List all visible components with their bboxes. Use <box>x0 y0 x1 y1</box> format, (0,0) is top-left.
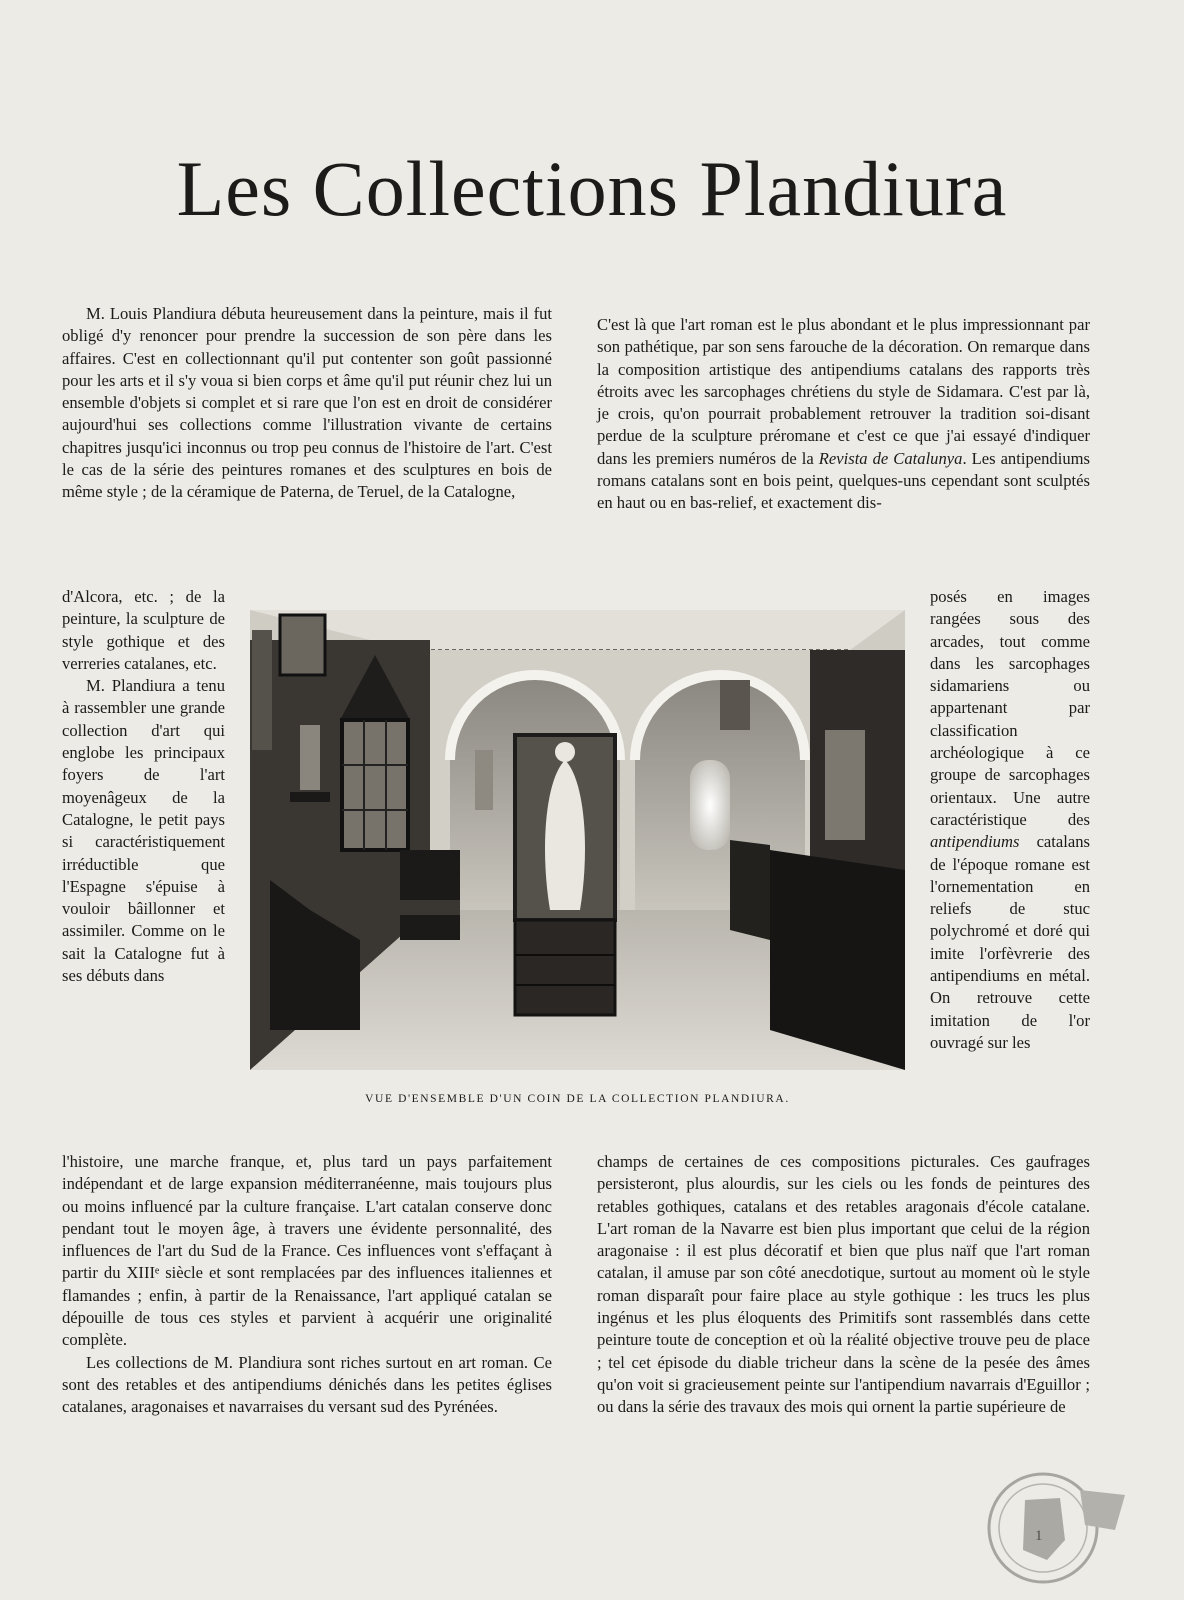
italic-term: antipendiums <box>930 832 1020 852</box>
col1-bottom-text <box>62 1151 552 1419</box>
col2-bottom-text <box>597 1151 1090 1419</box>
paragraph-intro: M. Louis Plandiura débuta heureusement dans la peinture, mais il fut obligé d'y renoncer pour prendre la succession de son père dans les affaires. C'est en collectionnant qu'il put contenter son goût passionné pour les arts et il s'y voua si bien corps et âme qu'il put réunir chez lui un ensemble d'objets si complet et si rare que l'on est en droit de considérer aujourd'hui ses collections comme l'illustration vivante de certains chapitres jusqu'ici inconnus ou trop peu connus de l'histoire de l'art. C'est le cas de la série des peintures romanes et des sculptures en bois de même style ; de la céramique de Paterna, de Teruel, de la Catalogne, <box>62 304 552 502</box>
paragraph-stucco: catalans de l'époque romane est l'ornementation en reliefs de stuc polychromé et doré qui imite l'orfèvrerie des antipendiums en métal. On retrouve cette imitation de l'or ouvragé sur les <box>930 832 1090 1052</box>
journal-title: Revista de Catalunya <box>818 448 963 468</box>
col1-top-text <box>62 303 552 504</box>
paragraph-roman-art: C'est là que l'art roman est le plus abondant et le plus impressionnant par son pathétique, par son sens farouche de la décoration. On remarque dans la composition artistique des antipendiums catalans des rapports très étroits avec les sarcophages chrétiens du style de Sidamara. C'est par là, je crois, qu'on pourrait probablement retrouver la tradition soi-disant perdue de la sculpture préromane et c'est ce que j'ai essayé d'indiquer dans les premiers numéros de la <box>597 315 1090 468</box>
paragraph-collections: Les collections de M. Plandiura sont riches surtout en art roman. Ce sont des retables et des antipendiums dénichés dans les petites églises catalanes, aragonaises et navarraises du versant sud des Pyrénées. <box>62 1352 552 1417</box>
photo-caption: VUE D'ENSEMBLE D'UN COIN DE LA COLLECTION PLANDIURA. <box>365 1093 790 1105</box>
paragraph-roman-art-end: . Les antipendiums romans catalans sont en bois peint, quelques-uns cependant sont sculptés en haut ou en bas-relief, et exactement dis- <box>597 448 1090 513</box>
paragraph-history: l'histoire, une marche franque, et, plus tard un pays parfaitement indépendant et de large expansion méditerranéenne, mais toujours plus ou moins influencé par la culture française. L'art catalan conserve donc pendant tout le moyen âge, à travers une évidente personnalité, des influences de l'art du Sud de la France. Ces influences vont s'effaçant à partir du XIIIᵉ siècle et sont remplacées par des influences italiennes et flamandes ; enfin, à partir de la Renaissance, l'art appliqué catalan se dépouille de tous ces styles et parvient à acquérir une originalité complète. <box>62 1152 552 1350</box>
col2-narrow-text <box>930 586 1090 1054</box>
paragraph-navarre: champs de certaines de ces compositions picturales. Ces gaufrages persisteront, plus alourdis, sur les ciels ou les fonds de peintures des retables gothiques, catalans et des retables aragonais d'école catalane. L'art roman de la Navarre est bien plus important que celui de la région aragonaise : il est plus décoratif et bien que plus naïf que l'art roman catalan, il amuse par son côté anecdotique, surtout au moment où le style roman disparaît pour faire place au style gothique : les trucs les plus ingénus et les plus éloquents des Primitifs sont rassemblés dans cette peinture toute de conception et où la réalité objective trouve peu de place ; tel cet épisode du diable tricheur dans la scène de la pesée des âmes qu'on voit si gracieusement peinte sur l'antipendium navarrais d'Eguillor ; ou dans la série des travaux des mois qui ornent la partie supérieure de <box>597 1152 1090 1417</box>
article-title: Les Collections Plandiura <box>176 145 1008 232</box>
paragraph-plandiura: M. Plandiura a tenu à rassembler une grande collection d'art qui englobe les principaux foyers de l'art moyenâgeux de la Catalogne, le petit pays si caractéristiquement irréductible que l'Espagne s'épuise à vouloir bâillonner et assimiler. Comme on le sait la Catalogne fut à ses débuts dans <box>62 676 225 986</box>
library-stamp-icon <box>985 1470 1145 1586</box>
col1-narrow-text <box>62 586 225 987</box>
paragraph-intro-cont: d'Alcora, etc. ; de la peinture, la sculpture de style gothique et des verreries catalanes, etc. <box>62 587 225 673</box>
collection-room-photo <box>250 610 905 1070</box>
paragraph-sarcophagi: posés en images rangées sous des arcades, tout comme dans les sarcophages sidamariens ou appartenant par classification archéologique à ce groupe de sarcophages orientaux. Une autre caractéristique des <box>930 587 1090 829</box>
col2-top-text <box>597 314 1090 515</box>
